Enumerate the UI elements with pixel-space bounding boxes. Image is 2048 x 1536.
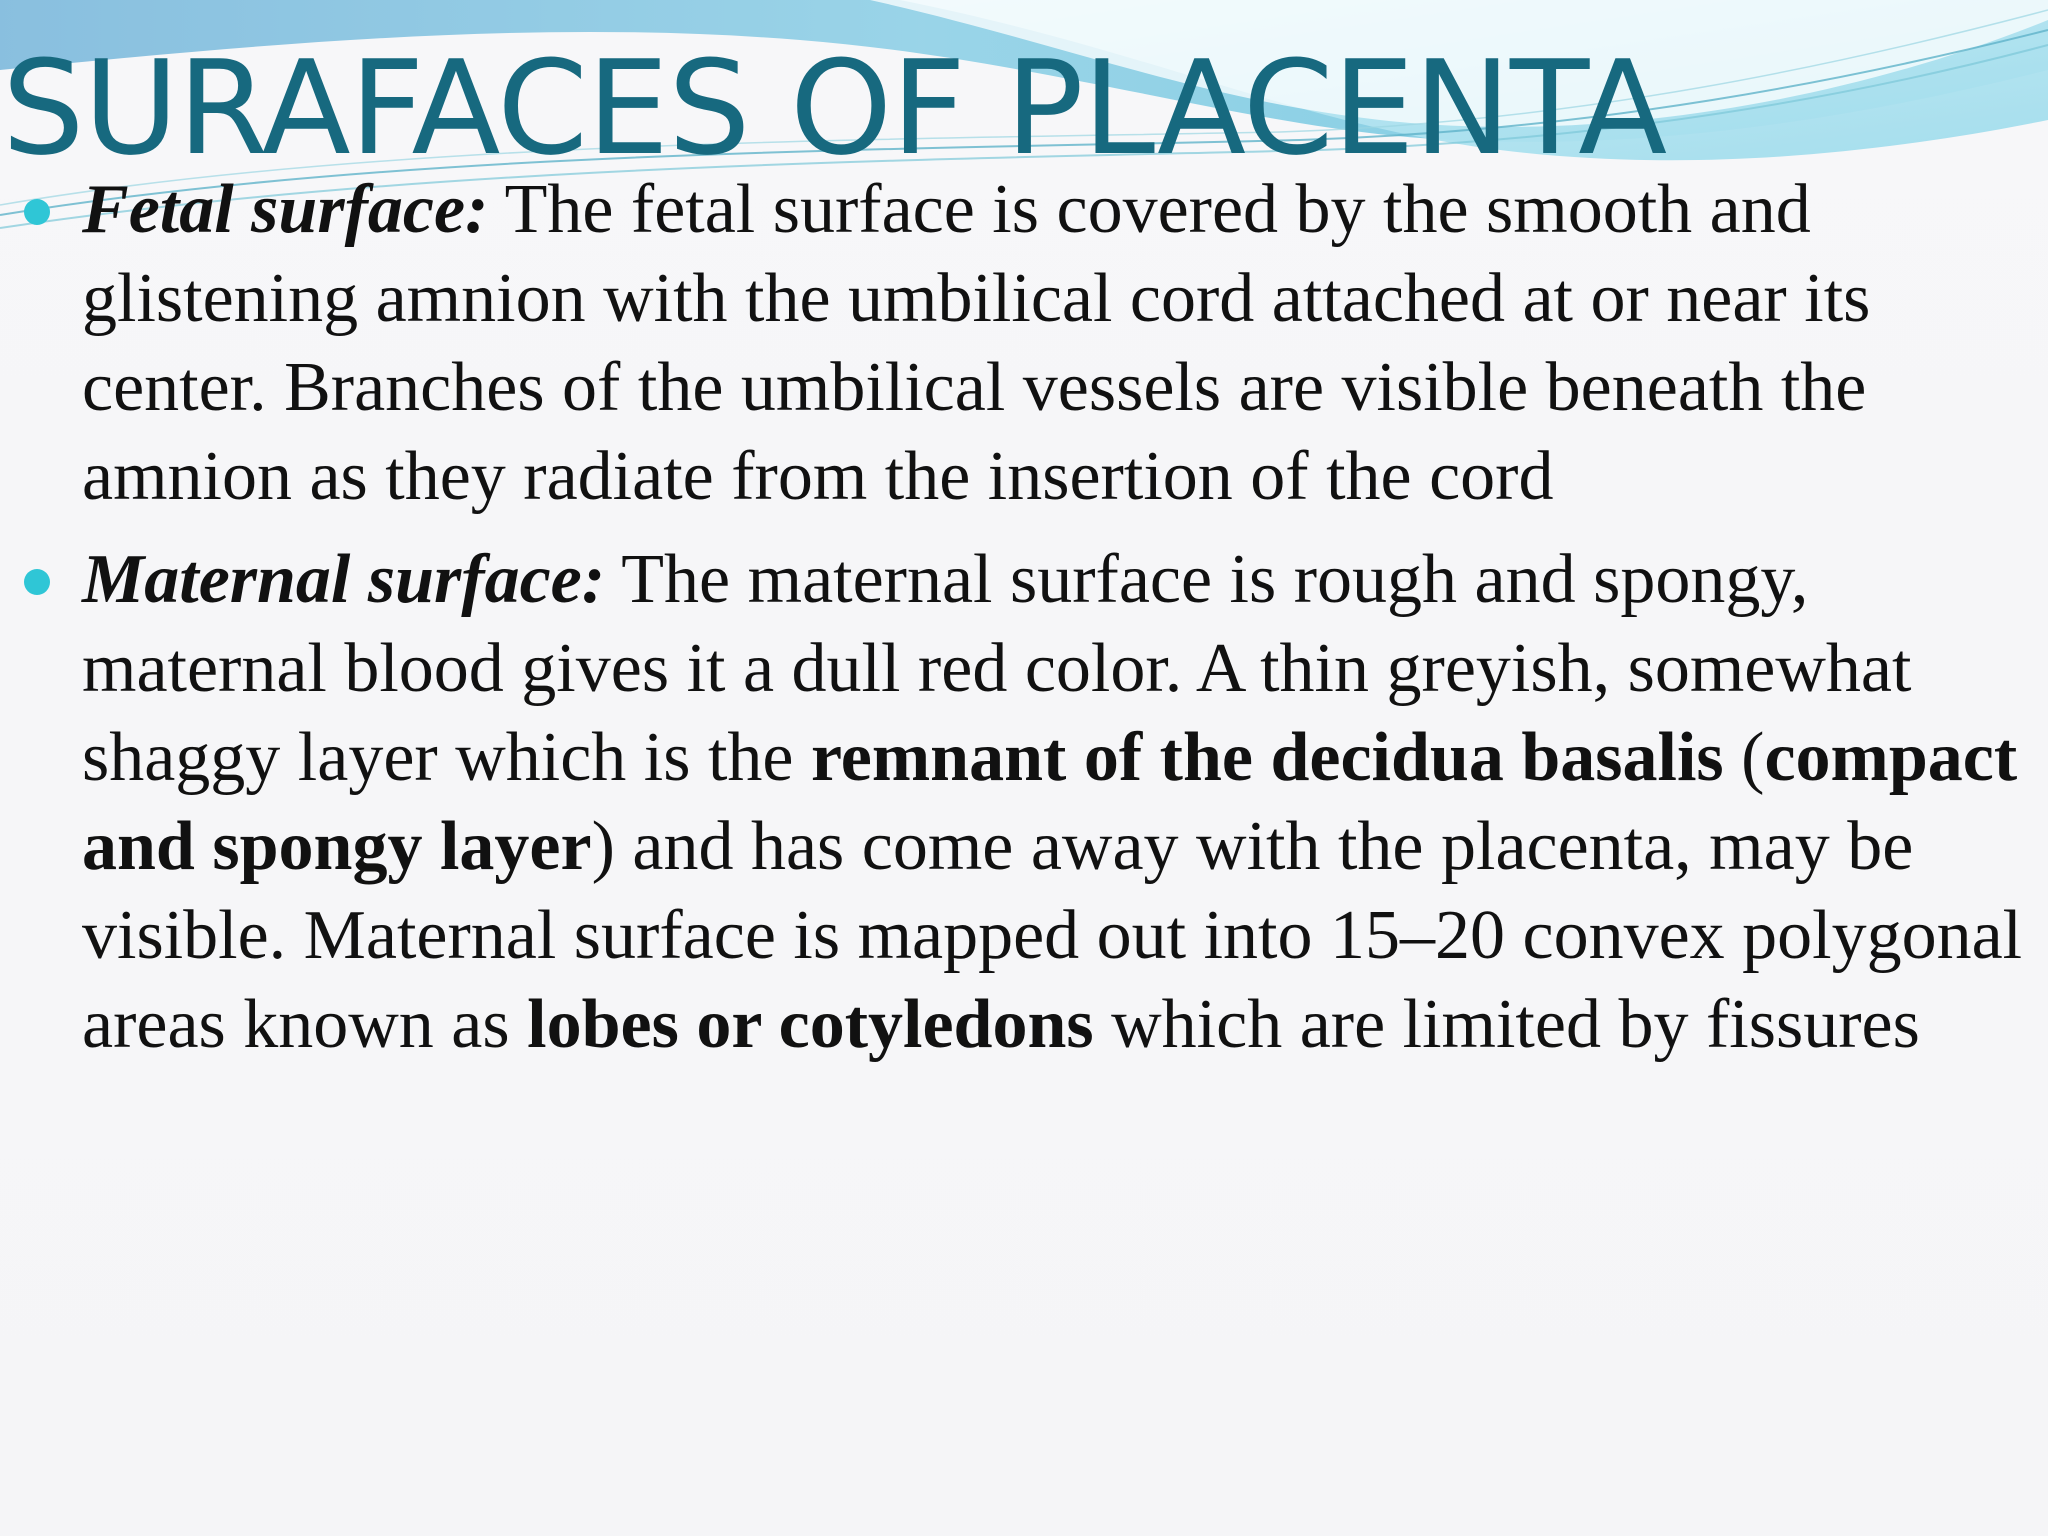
bullet-list [0, 165, 2048, 1083]
bullet-text: ( [1723, 719, 1765, 796]
bullet-text: The fetal surface is covered by the smooth and glistening amnion with the umbilical cord attached at or near its center. Branches of the umbilical vessels are visible beneath the amnion as they radiate from the insertion of the cord [82, 171, 1871, 515]
bullet-term: Maternal surface: [82, 541, 606, 618]
bullet-bold-phrase: lobes or cotyledons [527, 986, 1094, 1063]
bullet-bold-phrase: remnant of the decidua basalis [810, 719, 1724, 796]
bullet-maternal-surface [0, 535, 2048, 1069]
bullet-dot-icon [24, 569, 50, 595]
bullet-text: which are limited by fissures [1093, 986, 1920, 1063]
bullet-text: The maternal surface is rough and spongy, maternal blood gives it a dull red color. A thin greyish, somewhat shaggy layer which is the [82, 541, 1912, 796]
bullet-text: ) and has come away with the placenta, may be visible. Maternal surface is mapped out into 15–20 convex polygonal areas known as [82, 808, 2023, 1063]
bullet-bold-phrase: compact and spongy layer [82, 719, 2018, 885]
bullet-fetal-surface [0, 165, 2048, 521]
bullet-dot-icon [24, 199, 50, 225]
bullet-term: Fetal surface: [82, 171, 489, 248]
slide-title: SURAFACES OF PLACENTA [2, 32, 1667, 184]
